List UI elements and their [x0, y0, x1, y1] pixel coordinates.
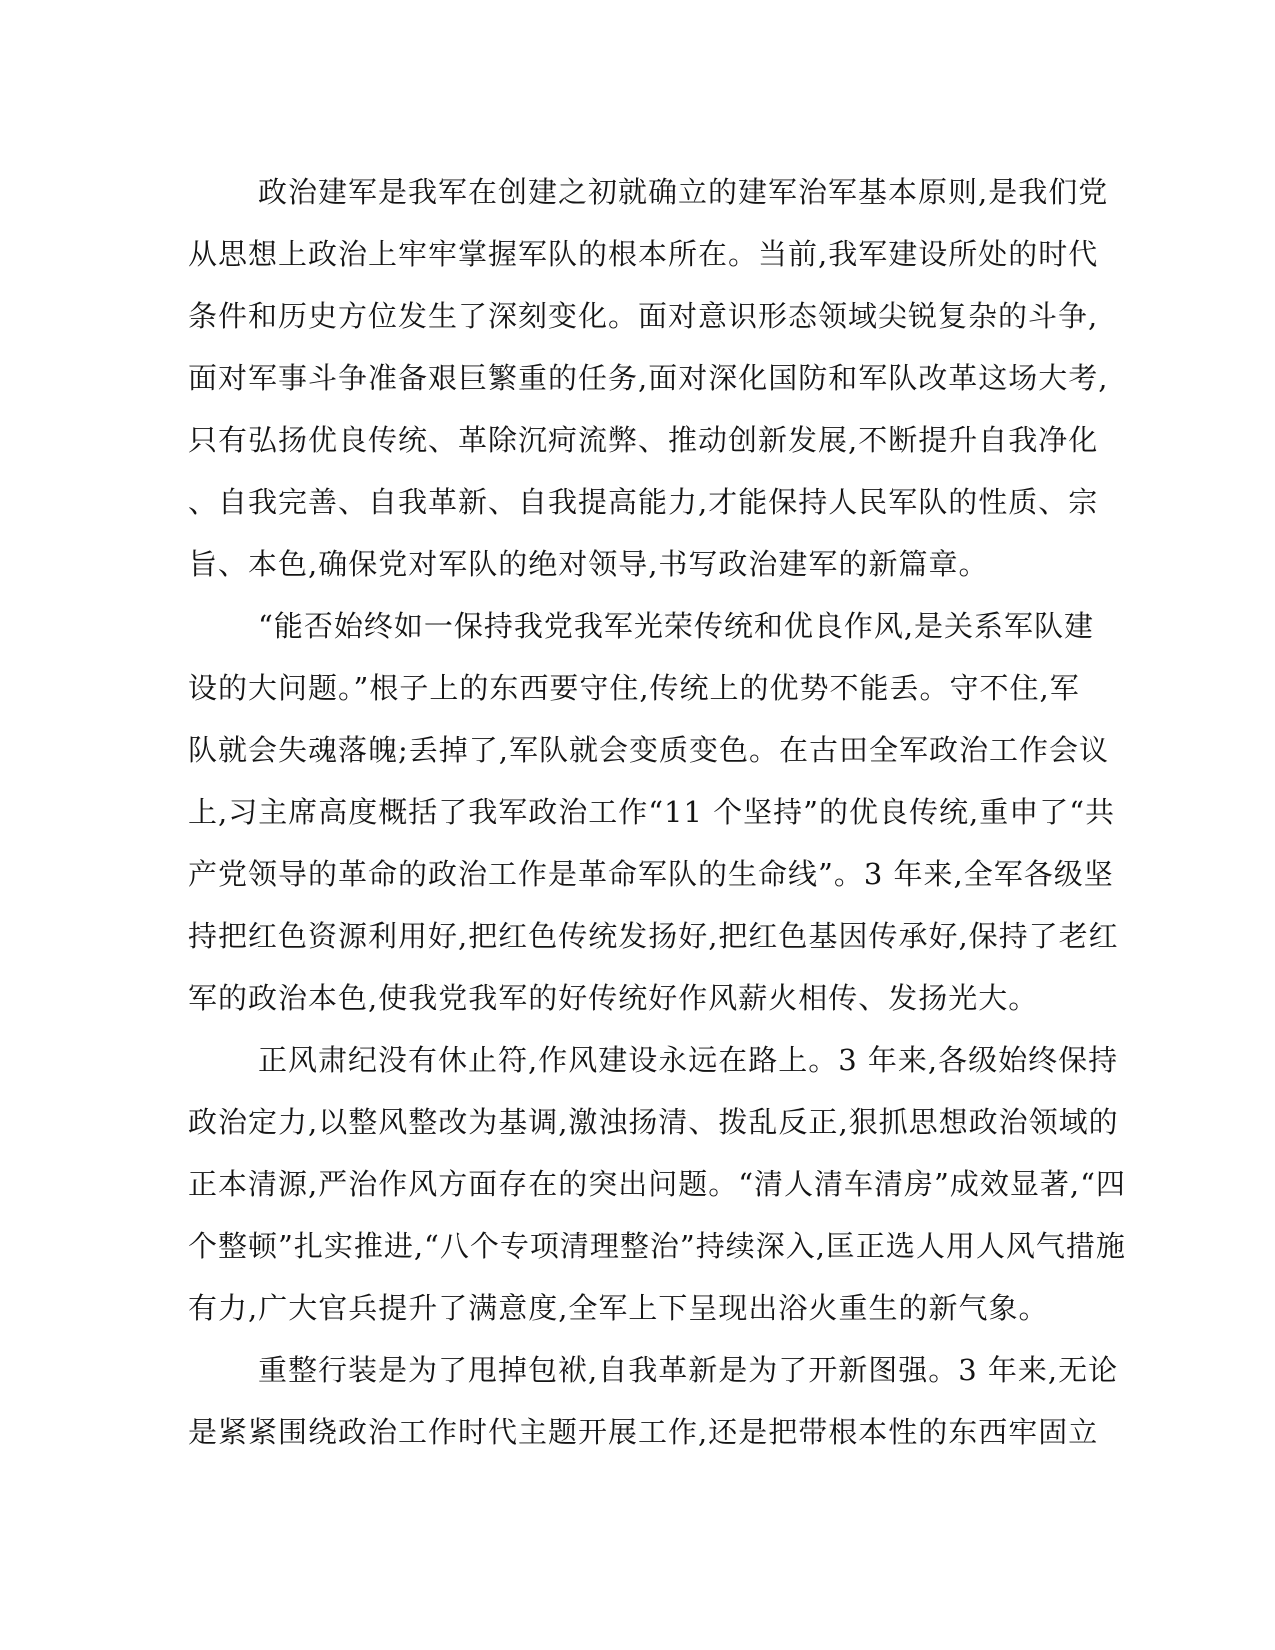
paragraph-3-line-5: 有力,广大官兵提升了满意度,全军上下呈现出浴火重生的新气象。: [188, 1291, 1049, 1325]
paragraph-2-line-4: 上,习主席高度概括了我军政治工作“11 个坚持”的优良传统,重申了“共: [188, 795, 1116, 829]
paragraph-1-line-4: 面对军事斗争准备艰巨繁重的任务,面对深化国防和军队改革这场大考,: [188, 361, 1109, 395]
paragraph-3-line-1: 正风肃纪没有休止符,作风建设永远在路上。3 年来,各级始终保持: [258, 1043, 1119, 1077]
paragraph-1-line-2: 从思想上政治上牢牢掌握军队的根本所在。当前,我军建设所处的时代: [188, 237, 1099, 271]
paragraph-1-line-3: 条件和历史方位发生了深刻变化。面对意识形态领域尖锐复杂的斗争,: [188, 299, 1099, 333]
paragraph-2-line-6: 持把红色资源利用好,把红色传统发扬好,把红色基因传承好,保持了老红: [188, 919, 1119, 953]
paragraph-1-line-6: 、自我完善、自我革新、自我提高能力,才能保持人民军队的性质、宗: [188, 485, 1099, 519]
paragraph-1-line-5: 只有弘扬优良传统、革除沉疴流弊、推动创新发展,不断提升自我净化: [188, 423, 1099, 457]
paragraph-3-line-2: 政治定力,以整风整改为基调,激浊扬清、拨乱反正,狠抓思想政治领域的: [188, 1105, 1119, 1139]
paragraph-1-line-7: 旨、本色,确保党对军队的绝对领导,书写政治建军的新篇章。: [188, 547, 989, 581]
paragraph-4-line-2: 是紧紧围绕政治工作时代主题开展工作,还是把带根本性的东西牢固立: [188, 1415, 1099, 1449]
paragraph-2-line-2: 设的大问题。”根子上的东西要守住,传统上的优势不能丢。守不住,军: [188, 671, 1080, 705]
paragraph-3-line-4: 个整顿”扎实推进,“八个专项清理整治”持续深入,匡正选人用人风气措施: [188, 1229, 1126, 1263]
paragraph-2-line-5: 产党领导的革命的政治工作是革命军队的生命线”。3 年来,全军各级坚: [188, 857, 1114, 891]
document-body: [188, 161, 1126, 1463]
paragraph-2-line-7: 军的政治本色,使我党我军的好传统好作风薪火相传、发扬光大。: [188, 981, 1039, 1015]
paragraph-1-line-1: 政治建军是我军在创建之初就确立的建军治军基本原则,是我们党: [258, 175, 1109, 209]
paragraph-4-line-1: 重整行装是为了甩掉包袱,自我革新是为了开新图强。3 年来,无论: [258, 1353, 1119, 1387]
paragraph-3-line-3: 正本清源,严治作风方面存在的突出问题。“清人清车清房”成效显著,“四: [188, 1167, 1126, 1201]
paragraph-2-line-1: “能否始终如一保持我党我军光荣传统和优良作风,是关系军队建: [258, 609, 1095, 643]
paragraph-2-line-3: 队就会失魂落魄;丢掉了,军队就会变质变色。在古田全军政治工作会议: [188, 733, 1109, 767]
